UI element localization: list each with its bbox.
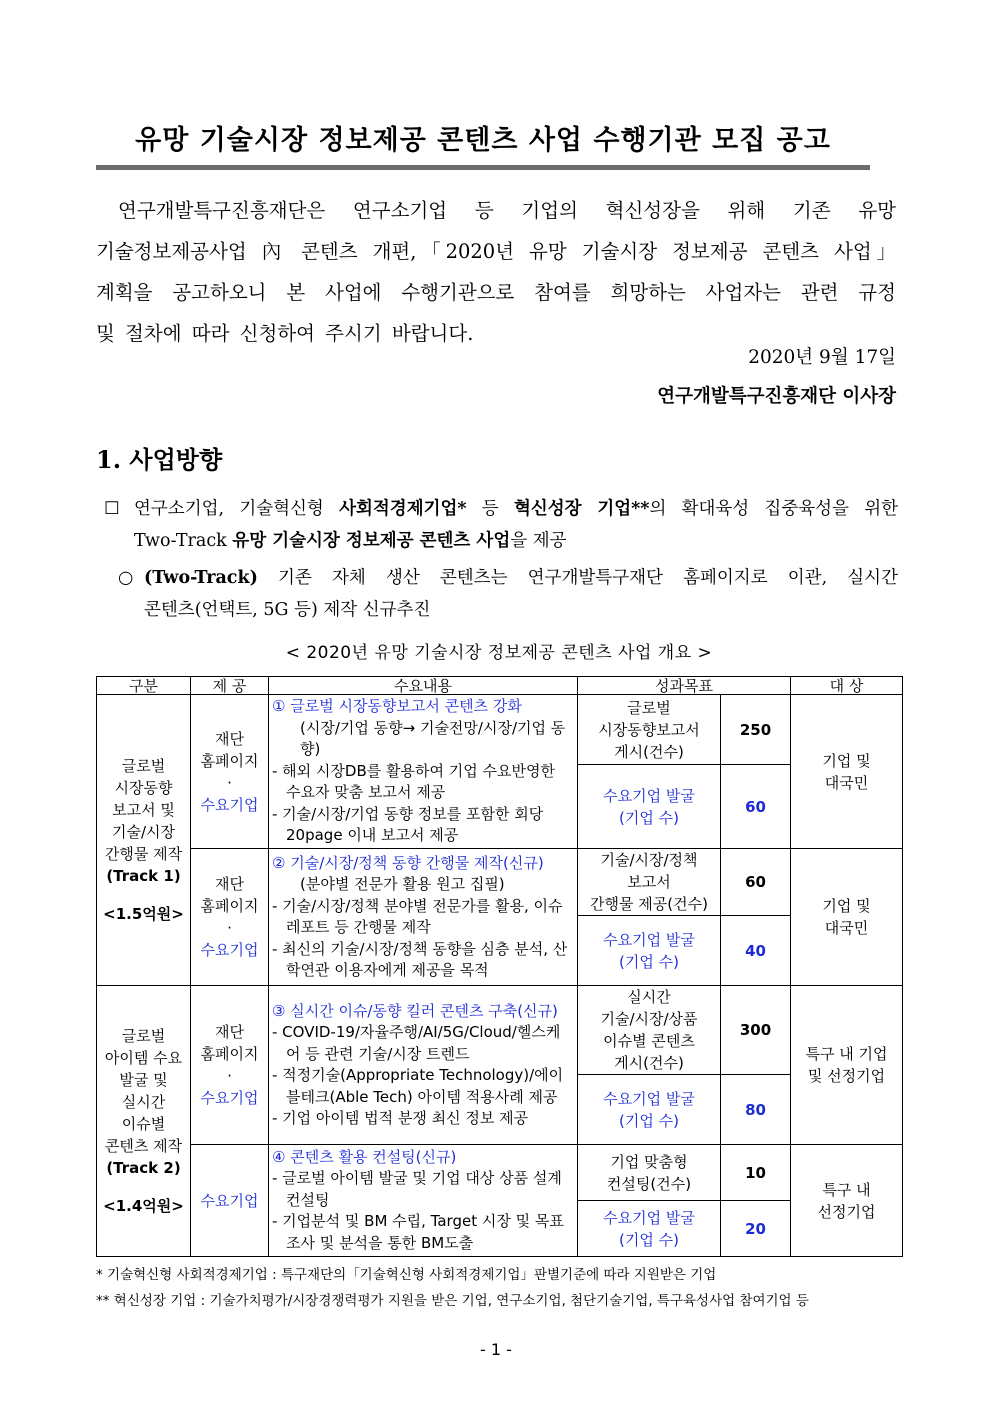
content-sub: (분야별 전문가 활용 원고 집필): [300, 875, 505, 893]
audience-cell: [791, 695, 903, 849]
kpi-line: (기업 수): [619, 808, 679, 827]
audience-line: 선정기업: [817, 1202, 876, 1221]
page-number: - 1 -: [480, 1340, 512, 1359]
audience-line: 대국민: [824, 773, 869, 792]
audience-line: 특구 내: [822, 1180, 871, 1199]
kpi-line: 실시간: [627, 988, 671, 1006]
kpi-line: 기업 맞춤형: [610, 1152, 688, 1171]
footnote: ** 혁신성장 기업 : 기술가치평가/시장경쟁력평가 지원을 받은 기업, 연구소기업, 첨단기술기업, 특구육성사업 참여기업 등: [96, 1293, 809, 1309]
label-spacer: [100, 1179, 187, 1195]
content-title: ③ 실시간 이슈/동향 킬러 콘텐츠 구축(신규): [272, 1001, 558, 1020]
content-sub: (시장/기업 동향→ 기술전망/시장/기업 동향): [300, 718, 566, 759]
text-run: 을 제공: [510, 531, 567, 551]
footnote: * 기술혁신형 사회적경제기업 : 특구재단의「기술혁신형 사회적경제기업」판별기준에 따라 지원받은 기업: [96, 1267, 717, 1283]
content-item: - 글로벌 아이템 발굴 및 기업 대상 상품 설계 컨설팅: [272, 1169, 562, 1209]
kpi-line: 게시(건수): [614, 742, 684, 761]
content-item: - 기술/시장/정책 분야별 전문가를 활용, 이슈 레포트 등 간행물 제작: [272, 896, 563, 936]
kpi-line: 수요기업 발굴: [603, 1208, 695, 1227]
content-item: - 기업분석 및 BM 수립, Target 시장 및 목표 조사 및 분석을 통한 BM도출: [272, 1212, 564, 1252]
table-header-row: [97, 677, 903, 695]
kpi-line: 기술/시장/정책: [600, 851, 698, 869]
table-row: [97, 1145, 903, 1201]
kpi-line: 수요기업 발굴: [603, 930, 695, 949]
title-underline: [96, 165, 870, 170]
content-cell: [269, 849, 578, 986]
text-run: Two-Track: [134, 531, 233, 551]
section-heading: 1. 사업방향: [96, 445, 223, 474]
kpi-value-cell: 40: [721, 916, 791, 986]
label-line: 보고서 및: [112, 801, 175, 819]
header-provider: 제 공: [191, 677, 269, 695]
kpi-value-cell: 10: [721, 1145, 791, 1201]
kpi-line: 수요기업 발굴: [603, 786, 695, 805]
label-spacer: [100, 887, 187, 903]
kpi-line: (기업 수): [619, 1111, 679, 1130]
kpi-value-cell: 300: [721, 986, 791, 1075]
header-target-kpi: 성과목표: [578, 677, 791, 695]
content-cell: [269, 695, 578, 849]
provider-line: 홈페이지: [200, 897, 259, 915]
provider-line: 재단: [215, 1023, 244, 1041]
provider-line: 재단: [215, 875, 244, 893]
kpi-value-cell: 60: [721, 849, 791, 916]
label-line: 글로벌: [121, 1027, 166, 1045]
provider-line: 수요기업: [200, 795, 259, 814]
kpi-label-cell: [578, 765, 721, 849]
kpi-label-cell: [578, 849, 721, 916]
content-item: - 기업 아이템 법적 분쟁 최신 정보 제공: [272, 1109, 529, 1127]
audience-line: 기업 및: [822, 751, 871, 770]
kpi-value-cell: 80: [721, 1075, 791, 1145]
bullet-text: 콘텐츠(언택트, 5G 등) 제작 신규추진: [144, 600, 431, 620]
kpi-label-cell: [578, 1075, 721, 1145]
circle-bullet-icon: ○: [118, 568, 134, 588]
table-row: [97, 986, 903, 1075]
content-title: ② 기술/시장/정책 동향 간행물 제작(신규): [272, 853, 544, 872]
content-cell: [269, 986, 578, 1145]
intro-line: 기술정보제공사업 內 콘텐츠 개편,「2020년 유망 기술시장 정보제공 콘텐츠 사업」: [96, 240, 896, 263]
kpi-value-cell: 60: [721, 765, 791, 849]
provider-line: 수요기업: [200, 941, 259, 959]
table-row: [97, 849, 903, 916]
provider-cell: [191, 849, 269, 986]
label-line: 콘텐츠 제작: [104, 1137, 183, 1155]
provider-line: 홈페이지: [200, 751, 259, 770]
header-category: 구분: [97, 677, 191, 695]
text-run-bold: 유망 기술시장 정보제공 콘텐츠 사업: [232, 531, 511, 551]
text-run: 연구소기업, 기술혁신형: [134, 499, 340, 519]
bullet-text: [118, 562, 898, 594]
track2-label: [97, 986, 191, 1257]
announcement-date: 2020년 9월 17일: [748, 347, 896, 368]
kpi-label-cell: [578, 916, 721, 986]
kpi-line: 간행물 제공(건수): [590, 895, 708, 913]
label-line: 간행물 제작: [104, 845, 183, 863]
content-item: - COVID-19/자율주행/AI/5G/Cloud/헬스케어 등 관련 기술/시장 트렌드: [272, 1023, 561, 1063]
signature: 연구개발특구진흥재단 이사장: [657, 386, 896, 407]
intro-line: 계획을 공고하오니 본 사업에 수행기관으로 참여를 희망하는 사업자는 관련 규정: [96, 281, 896, 304]
audience-line: 대국민: [824, 919, 869, 937]
kpi-label-cell: [578, 986, 721, 1075]
text-run: 등: [466, 499, 514, 519]
bullet-square: [104, 493, 898, 557]
checkbox-square-icon: ☐: [104, 499, 120, 519]
kpi-line: 게시(건수): [614, 1054, 684, 1072]
label-line: (Track 2): [106, 1159, 181, 1177]
provider-cell: [191, 695, 269, 849]
provider-line: 홈페이지: [200, 1045, 259, 1063]
content-item: - 적정기술(Appropriate Technology)/에이블테크(Able Tech) 아이템 적용사례 제공: [272, 1066, 564, 1106]
audience-cell: [791, 1145, 903, 1257]
bullet-text: [104, 525, 898, 557]
overview-table: [96, 676, 903, 1257]
intro-line: 연구개발특구진흥재단은 연구소기업 등 기업의 혁신성장을 위해 기존 유망: [118, 199, 896, 222]
header-content: 수요내용: [269, 677, 578, 695]
table-row: [97, 695, 903, 765]
text-run-bold: 사회적경제기업*: [339, 499, 467, 519]
kpi-line: 컨설팅(건수): [606, 1174, 692, 1193]
content-title: ① 글로벌 시장동향보고서 콘텐츠 강화: [272, 697, 522, 716]
page-title: 유망 기술시장 정보제공 콘텐츠 사업 수행기관 모집 공고: [135, 125, 831, 156]
label-line: <1.5억원>: [103, 905, 184, 923]
kpi-line: 수요기업 발굴: [603, 1089, 695, 1108]
provider-line: ·: [227, 773, 232, 792]
table-caption: < 2020년 유망 기술시장 정보제공 콘텐츠 사업 개요 >: [285, 643, 713, 663]
provider-line: 수요기업: [200, 1089, 259, 1107]
provider-cell: [191, 986, 269, 1145]
audience-cell: [791, 986, 903, 1145]
kpi-line: 글로벌: [627, 698, 671, 717]
provider-line: ·: [227, 1067, 232, 1085]
track1-label: [97, 695, 191, 986]
label-line: <1.4억원>: [103, 1197, 184, 1215]
kpi-line: 이슈별 콘텐츠: [603, 1032, 695, 1050]
header-audience: 대 상: [791, 677, 903, 695]
kpi-line: 시장동향보고서: [598, 720, 700, 739]
label-line: 글로벌: [121, 757, 166, 775]
kpi-line: 보고서: [627, 873, 671, 891]
label-line: 시장동향: [114, 779, 173, 797]
label-line: 아이템 수요: [104, 1049, 183, 1067]
kpi-value-cell: 250: [721, 695, 791, 765]
bullet-circle: [118, 562, 898, 626]
provider-line: 재단: [215, 729, 244, 748]
audience-line: 기업 및: [822, 897, 871, 915]
content-item: - 최신의 기술/시장/정책 동향을 심층 분석, 산학연관 이용자에게 제공을 목적: [272, 939, 568, 979]
label-line: (Track 1): [106, 867, 181, 885]
kpi-label-cell: [578, 695, 721, 765]
label-line: 발굴 및: [119, 1071, 168, 1089]
content-title: ④ 콘텐츠 활용 컨설팅(신규): [272, 1147, 457, 1166]
provider-line: ·: [227, 919, 232, 937]
text-run-bold: 혁신성장 기업**: [513, 499, 650, 519]
bullet-text: [104, 493, 898, 525]
text-run-bold: (Two-Track): [144, 568, 258, 588]
content-item: - 기술/시장/기업 동향 정보를 포함한 회당 20page 이내 보고서 제공: [272, 804, 544, 845]
kpi-line: 기술/시장/상품: [600, 1010, 698, 1028]
provider-cell: [191, 1145, 269, 1257]
label-line: 기술/시장: [111, 823, 175, 841]
audience-line: 특구 내 기업: [805, 1045, 888, 1063]
intro-paragraph: [96, 190, 896, 354]
kpi-line: (기업 수): [619, 1230, 679, 1249]
text-run: 기존 자체 생산 콘텐츠는 연구개발특구재단 홈페이지로 이관, 실시간: [257, 568, 898, 588]
provider-line: 수요기업: [200, 1191, 259, 1210]
content-item: - 해외 시장DB를 활용하여 기업 수요반영한 수요자 맞춤 보고서 제공: [272, 761, 555, 802]
intro-line: 및 절차에 따라 신청하여 주시기 바랍니다.: [96, 322, 474, 345]
audience-cell: [791, 849, 903, 986]
label-line: 이슈별: [121, 1115, 166, 1133]
audience-line: 및 선정기업: [807, 1067, 886, 1085]
label-line: 실시간: [121, 1093, 166, 1111]
content-cell: [269, 1145, 578, 1257]
kpi-label-cell: [578, 1201, 721, 1257]
kpi-label-cell: [578, 1145, 721, 1201]
text-run: 의 확대육성 집중육성을 위한: [649, 499, 898, 519]
kpi-value-cell: 20: [721, 1201, 791, 1257]
kpi-line: (기업 수): [619, 952, 679, 971]
